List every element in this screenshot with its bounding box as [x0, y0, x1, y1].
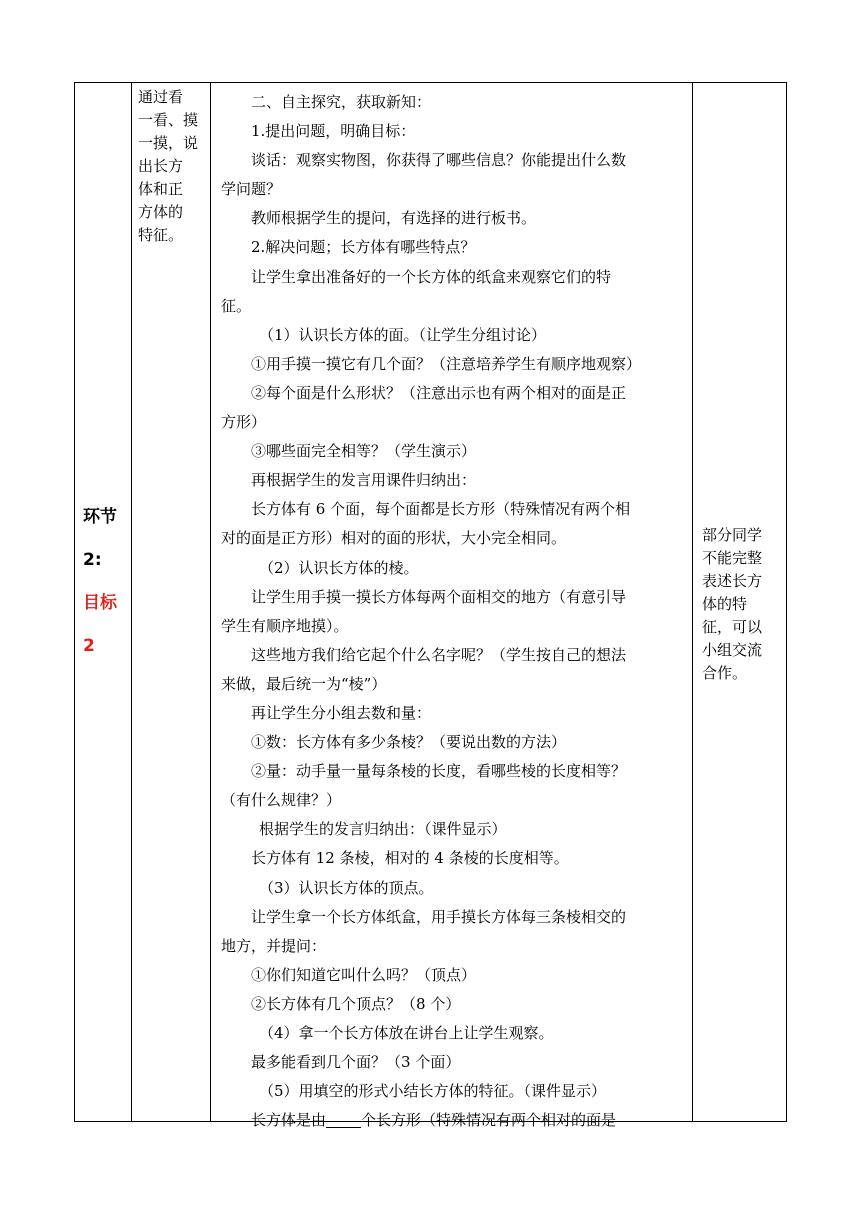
- text-line: （3）认识长方体的顶点。: [259, 878, 434, 897]
- note-line: 表述长方: [702, 572, 763, 590]
- note-line: 体的特: [702, 595, 748, 613]
- text-line: 教师根据学生的提问，有选择的进行板书。: [251, 209, 537, 228]
- text-line: 征。: [221, 296, 252, 315]
- column-divider: [210, 83, 211, 1121]
- text-line: 对的面是正方形）相对的面的形状，大小完全相同。: [221, 529, 567, 548]
- stage-goal-line: 2: [83, 636, 95, 656]
- text-line: 方形）: [221, 413, 267, 432]
- goal-line: 一摸，说: [138, 134, 199, 152]
- goal-line: 体和正: [138, 180, 184, 198]
- goal-line: 通过看: [138, 88, 184, 106]
- text-line: ①用手摸一摸它有几个面？（注意培养学生有顺序地观察）: [251, 354, 642, 373]
- fill-blank-line: [221, 1106, 699, 1135]
- note-line: 部分同学: [702, 526, 763, 544]
- text-line: 这些地方我们给它起个什么名字呢？（学生按自己的想法: [251, 645, 627, 664]
- goal-line: 出长方: [138, 157, 184, 175]
- subsection-heading: 1.提出问题，明确目标：: [251, 122, 416, 141]
- note-cell: [702, 524, 778, 685]
- text-line: 地方，并提问：: [221, 936, 327, 955]
- text-line: （2）认识长方体的棱。: [259, 558, 419, 577]
- text-line: 谈话：观察实物图，你获得了哪些信息？你能提出什么数: [251, 151, 627, 170]
- text-line: 让学生拿一个长方体纸盒，用手摸长方体每三条棱相交的: [251, 907, 627, 926]
- text-line: 长方体有 12 条棱，相对的 4 条棱的长度相等。: [251, 849, 569, 868]
- text-line: 学生有顺序地摸）。: [221, 616, 349, 635]
- text-line: ③哪些面完全相等？（学生演示）: [251, 442, 477, 461]
- note-line: 不能完整: [702, 549, 763, 567]
- text-line: （有什么规律？）: [221, 791, 342, 810]
- text-line: ①数：长方体有多少条棱？（要说出数的方法）: [251, 733, 567, 752]
- text-line: 让学生拿出准备好的一个长方体的纸盒来观察它们的特: [251, 267, 612, 286]
- text-line: 让学生用手摸一摸长方体每两个面相交的地方（有意引导: [251, 587, 627, 606]
- section-heading: 二、自主探究，获取新知：: [251, 93, 432, 111]
- text-line: 再根据学生的发言用课件归纳出：: [251, 471, 477, 490]
- note-line: 合作。: [702, 664, 748, 682]
- note-line: 小组交流: [702, 641, 763, 659]
- note-line: 征，可以: [702, 618, 763, 636]
- text-line: ②量：动手量一量每条棱的长度，看哪些棱的长度相等？: [251, 762, 627, 781]
- text-line: ②每个面是什么形状？（注意出示也有两个相对的面是正: [251, 383, 627, 402]
- text-line: （1）认识长方体的面。（让学生分组讨论）: [259, 325, 547, 344]
- stage-label: [83, 496, 127, 668]
- text-line: 来做，最后统一为“棱”）: [221, 674, 387, 693]
- text-line: 最多能看到几个面？（3 个面）: [251, 1053, 461, 1072]
- text-line: 根据学生的发言归纳出：（课件显示）: [259, 820, 507, 839]
- fill-blank: [326, 1112, 361, 1128]
- stage-line: 环节: [83, 507, 117, 527]
- goal-line: 特征。: [138, 226, 184, 244]
- stage-line: 2:: [83, 550, 102, 570]
- text-line: 长方体有 6 个面，每个面都是长方形（特殊情况有两个相: [251, 500, 631, 519]
- text-line: ②长方体有几个顶点？（8 个）: [251, 994, 461, 1013]
- text-fragment: 个长方形（特殊情况有两个相对的面是: [361, 1111, 617, 1130]
- stage-goal-line: 目标: [83, 593, 117, 613]
- column-divider: [131, 83, 132, 1121]
- text-line: 再让学生分小组去数和量：: [251, 703, 432, 722]
- goal-line: 一看、摸: [138, 111, 199, 129]
- stage-cell: [75, 83, 131, 1121]
- text-line: 学问题？: [221, 180, 282, 199]
- goal-cell: [138, 86, 204, 247]
- subsection-heading: 2.解决问题；长方体有哪些特点？: [251, 238, 476, 257]
- text-line: （5）用填空的形式小结长方体的特征。（课件显示）: [259, 1082, 607, 1101]
- goal-line: 方体的: [138, 203, 184, 221]
- lesson-table: [74, 82, 787, 1130]
- text-line: （4）拿一个长方体放在讲台上让学生观察。: [259, 1024, 554, 1042]
- content-cell: [221, 88, 699, 1135]
- text-line: ①你们知道它叫什么吗？（顶点）: [251, 965, 477, 984]
- text-fragment: 长方体是由: [251, 1111, 327, 1130]
